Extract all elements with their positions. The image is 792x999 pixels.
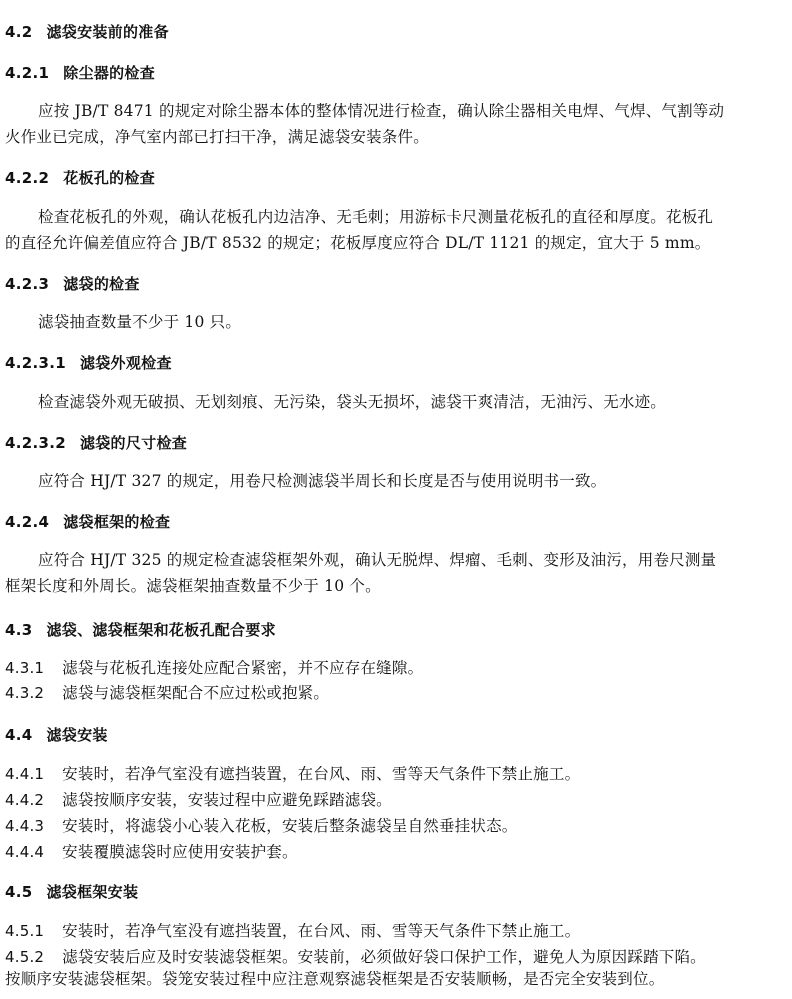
paragraph-line: 应按 JB/T 8471 的规定对除尘器本体的整体情况进行检查，确认除尘器相关电焊、气焊、气割等动 bbox=[38, 102, 725, 120]
clause-text: 滤袋与花板孔连接处应配合紧密，并不应存在缝隙。 bbox=[62, 659, 424, 677]
paragraph-4-2-3 bbox=[0, 309, 792, 335]
paragraph-line: 火作业已完成，净气室内部已打扫干净，满足滤袋安装条件。 bbox=[5, 128, 429, 146]
paragraph-4-2-1 bbox=[0, 98, 792, 150]
section-number: 4.2.1 bbox=[5, 64, 50, 82]
section-number: 4.2.3 bbox=[5, 275, 50, 293]
section-number: 4.3 bbox=[5, 621, 33, 639]
clause-number: 4.3.1 bbox=[5, 659, 45, 677]
section-title: 花板孔的检查 bbox=[63, 169, 156, 187]
paragraph-line: 应符合 HJ/T 325 的规定检查滤袋框架外观，确认无脱焊、焊瘤、毛刺、变形及油污，用卷尺测量 bbox=[38, 551, 717, 569]
section-number: 4.2 bbox=[5, 23, 33, 41]
section-number: 4.5 bbox=[5, 883, 33, 901]
section-number: 4.2.3.1 bbox=[5, 354, 66, 372]
section-title: 滤袋外观检查 bbox=[79, 354, 172, 372]
clause-number: 4.3.2 bbox=[5, 684, 45, 702]
paragraph-line: 检查滤袋外观无破损、无划刻痕、无污染，袋头无损坏，滤袋干爽清洁，无油污、无水迹。 bbox=[38, 393, 667, 411]
section-title: 滤袋、滤袋框架和花板孔配合要求 bbox=[46, 621, 276, 639]
section-title: 滤袋的尺寸检查 bbox=[79, 434, 188, 452]
clause-4-3-2 bbox=[0, 682, 792, 704]
paragraph-4-2-4 bbox=[0, 547, 792, 599]
section-heading-4-2-3 bbox=[0, 274, 792, 294]
paragraph-line: 滤袋抽查数量不少于 10 只。 bbox=[38, 313, 242, 331]
clause-number: 4.4.3 bbox=[5, 817, 45, 835]
clause-text: 安装覆膜滤袋时应使用安装护套。 bbox=[62, 843, 298, 861]
section-heading-4-2-1 bbox=[0, 63, 792, 83]
section-number: 4.2.3.2 bbox=[5, 434, 66, 452]
clause-4-5-1 bbox=[0, 920, 792, 942]
paragraph-line: 的直径允许偏差值应符合 JB/T 8532 的规定；花板厚度应符合 DL/T 1121 的规定，宜大于 5 mm。 bbox=[5, 234, 711, 252]
section-heading-4-3 bbox=[0, 620, 792, 640]
clause-4-4-4 bbox=[0, 841, 792, 863]
section-heading-4-2-4 bbox=[0, 512, 792, 532]
clause-text: 安装时，若净气室没有遮挡装置，在台风、雨、雪等天气条件下禁止施工。 bbox=[62, 765, 581, 783]
section-number: 4.4 bbox=[5, 726, 33, 744]
paragraph-line: 检查花板孔的外观，确认花板孔内边洁净、无毛刺；用游标卡尺测量花板孔的直径和厚度。花板孔 bbox=[38, 208, 714, 226]
section-number: 4.2.2 bbox=[5, 169, 50, 187]
clause-text: 滤袋安装后应及时安装滤袋框架。安装前，必须做好袋口保护工作，避免人为原因踩踏下陷。 bbox=[62, 948, 706, 966]
paragraph-4-2-3-2 bbox=[0, 468, 792, 494]
clause-4-4-2 bbox=[0, 789, 792, 811]
section-title: 滤袋安装前的准备 bbox=[46, 23, 169, 41]
clause-number: 4.4.4 bbox=[5, 843, 45, 861]
clause-text: 安装时，若净气室没有遮挡装置，在台风、雨、雪等天气条件下禁止施工。 bbox=[62, 922, 581, 940]
clause-number: 4.5.2 bbox=[5, 948, 45, 966]
clause-text: 安装时，将滤袋小心装入花板，安装后整条滤袋呈自然垂挂状态。 bbox=[62, 817, 518, 835]
clause-4-4-3 bbox=[0, 815, 792, 837]
paragraph-4-2-2 bbox=[0, 204, 792, 256]
section-heading-4-2 bbox=[0, 22, 792, 42]
section-heading-4-4 bbox=[0, 725, 792, 745]
section-title: 滤袋框架安装 bbox=[46, 883, 139, 901]
section-heading-4-2-2 bbox=[0, 168, 792, 188]
paragraph-line: 框架长度和外周长。滤袋框架抽查数量不少于 10 个。 bbox=[5, 577, 381, 595]
section-number: 4.2.4 bbox=[5, 513, 50, 531]
clause-text-continuation: 按顺序安装滤袋框架。袋笼安装过程中应注意观察滤袋框架是否安装顺畅，是否完全安装到位。 bbox=[5, 970, 665, 988]
clause-text: 滤袋与滤袋框架配合不应过松或抱紧。 bbox=[62, 684, 330, 702]
section-heading-4-2-3-1 bbox=[0, 353, 792, 373]
paragraph-4-2-3-1 bbox=[0, 389, 792, 415]
clause-number: 4.5.1 bbox=[5, 922, 45, 940]
section-title: 除尘器的检查 bbox=[63, 64, 156, 82]
clause-text: 滤袋按顺序安装，安装过程中应避免踩踏滤袋。 bbox=[62, 791, 392, 809]
paragraph-line: 应符合 HJ/T 327 的规定，用卷尺检测滤袋半周长和长度是否与使用说明书一致。 bbox=[38, 472, 607, 490]
section-title: 滤袋框架的检查 bbox=[63, 513, 171, 531]
clause-4-3-1 bbox=[0, 657, 792, 679]
section-heading-4-2-3-2 bbox=[0, 433, 792, 453]
clause-number: 4.4.1 bbox=[5, 765, 45, 783]
clause-4-5-2 bbox=[0, 946, 792, 990]
section-heading-4-5 bbox=[0, 882, 792, 902]
section-title: 滤袋的检查 bbox=[63, 275, 140, 293]
section-title: 滤袋安装 bbox=[46, 726, 108, 744]
clause-number: 4.4.2 bbox=[5, 791, 45, 809]
clause-4-4-1 bbox=[0, 763, 792, 785]
